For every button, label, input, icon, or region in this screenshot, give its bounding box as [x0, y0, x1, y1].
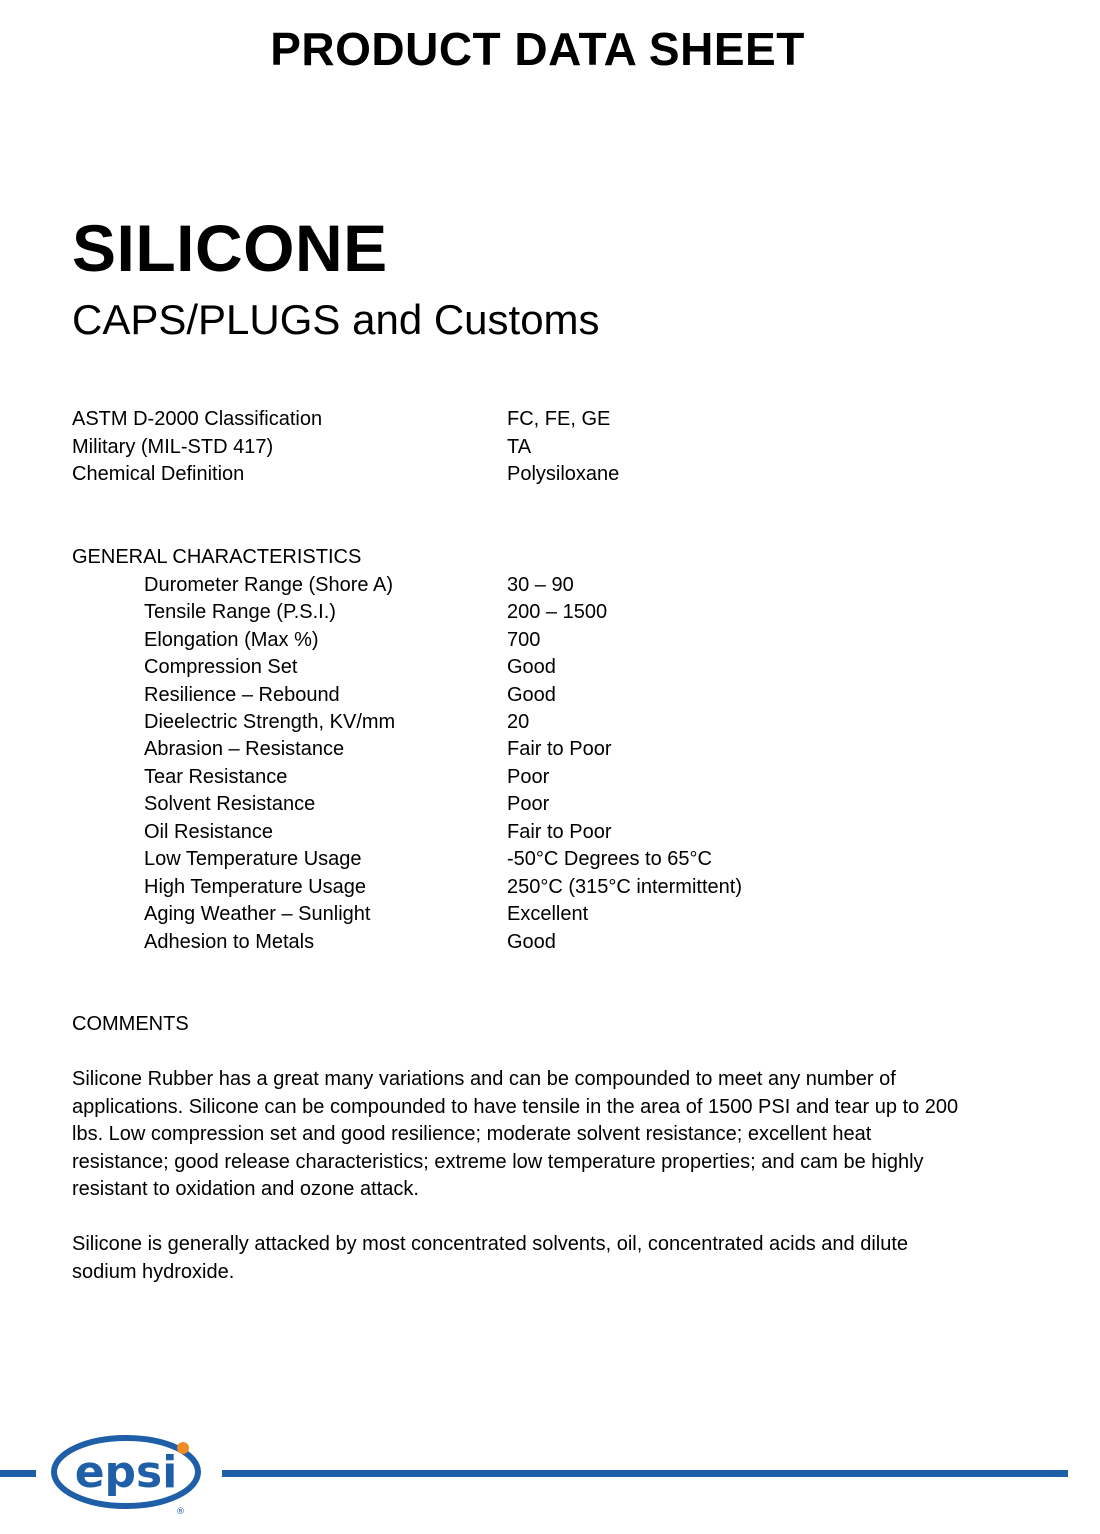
page-title: PRODUCT DATA SHEET [270, 23, 805, 75]
row-value: 250°C (315°C intermittent) [507, 876, 742, 898]
row-label: Durometer Range (Shore A) [144, 574, 394, 596]
row-label: Elongation (Max %) [144, 629, 319, 651]
row-value: Good [507, 656, 556, 678]
row-label: Oil Resistance [144, 821, 273, 843]
row-label: Solvent Resistance [144, 793, 316, 815]
characteristic-row [72, 901, 972, 928]
row-value: Polysiloxane [507, 463, 620, 485]
characteristic-row [72, 791, 972, 818]
section-heading-comments: COMMENTS [72, 1013, 189, 1035]
characteristic-row [72, 736, 972, 763]
characteristic-row [72, 654, 972, 681]
classification-row [72, 461, 972, 488]
row-value: Fair to Poor [507, 738, 612, 760]
row-value: Good [507, 931, 556, 953]
footer-rule [222, 1470, 1068, 1477]
row-value: 30 – 90 [507, 574, 574, 596]
logo-accent-dot [177, 1442, 189, 1454]
row-value: FC, FE, GE [507, 408, 611, 430]
row-value: Good [507, 684, 556, 706]
registered-mark: ® [176, 1507, 185, 1516]
row-label: Adhesion to Metals [144, 931, 315, 953]
row-label: Aging Weather – Sunlight [144, 903, 371, 925]
row-value: 20 [507, 711, 530, 733]
characteristic-row [72, 929, 972, 956]
characteristic-row [72, 846, 972, 873]
section-heading-general: GENERAL CHARACTERISTICS [72, 546, 362, 568]
characteristic-row [72, 874, 972, 901]
row-label: ASTM D-2000 Classification [72, 408, 323, 430]
row-value: Fair to Poor [507, 821, 612, 843]
row-value: 700 [507, 629, 541, 651]
row-value: -50°C Degrees to 65°C [507, 848, 712, 870]
comments-paragraph: Silicone Rubber has a great many variations and can be compounded to meet any number of applications. Silicone can be compounded to have tensile in the area of 1500 PSI and tear up to 200 lbs. Low compression set and good resilience; moderate solvent resistance; excellent heat resistance; good release characteristics; extreme low temperature properties; and cam be highly resistant to oxidation and ozone attack. [72, 1068, 959, 1200]
row-label: Low Temperature Usage [144, 848, 362, 870]
row-label: Dieelectric Strength, KV/mm [144, 711, 396, 733]
classification-row [72, 406, 972, 433]
row-label: Compression Set [144, 656, 298, 678]
row-value: TA [507, 436, 532, 458]
product-subtitle: CAPS/PLUGS and Customs [72, 296, 600, 343]
characteristic-row [72, 709, 972, 736]
row-label: Tensile Range (P.S.I.) [144, 601, 336, 623]
row-label: Chemical Definition [72, 463, 245, 485]
row-value: Excellent [507, 903, 589, 925]
row-label: Tear Resistance [144, 766, 288, 788]
row-value: Poor [507, 766, 550, 788]
characteristic-row [72, 819, 972, 846]
classification-row [72, 434, 972, 461]
characteristic-row [72, 682, 972, 709]
row-label: Abrasion – Resistance [144, 738, 345, 760]
characteristic-row [72, 599, 972, 626]
characteristic-row [72, 572, 972, 599]
comments-paragraph: Silicone is generally attacked by most concentrated solvents, oil, concentrated acids and dilute sodium hydroxide. [72, 1233, 909, 1283]
characteristic-row [72, 764, 972, 791]
row-label: Military (MIL-STD 417) [72, 436, 274, 458]
company-logo [50, 1432, 210, 1516]
row-value: Poor [507, 793, 550, 815]
row-label: Resilience – Rebound [144, 684, 340, 706]
characteristic-row [72, 627, 972, 654]
logo-wordmark: epsi [74, 1447, 178, 1498]
product-name: SILICONE [72, 211, 388, 285]
footer-rule [0, 1470, 36, 1477]
row-label: High Temperature Usage [144, 876, 366, 898]
row-value: 200 – 1500 [507, 601, 608, 623]
